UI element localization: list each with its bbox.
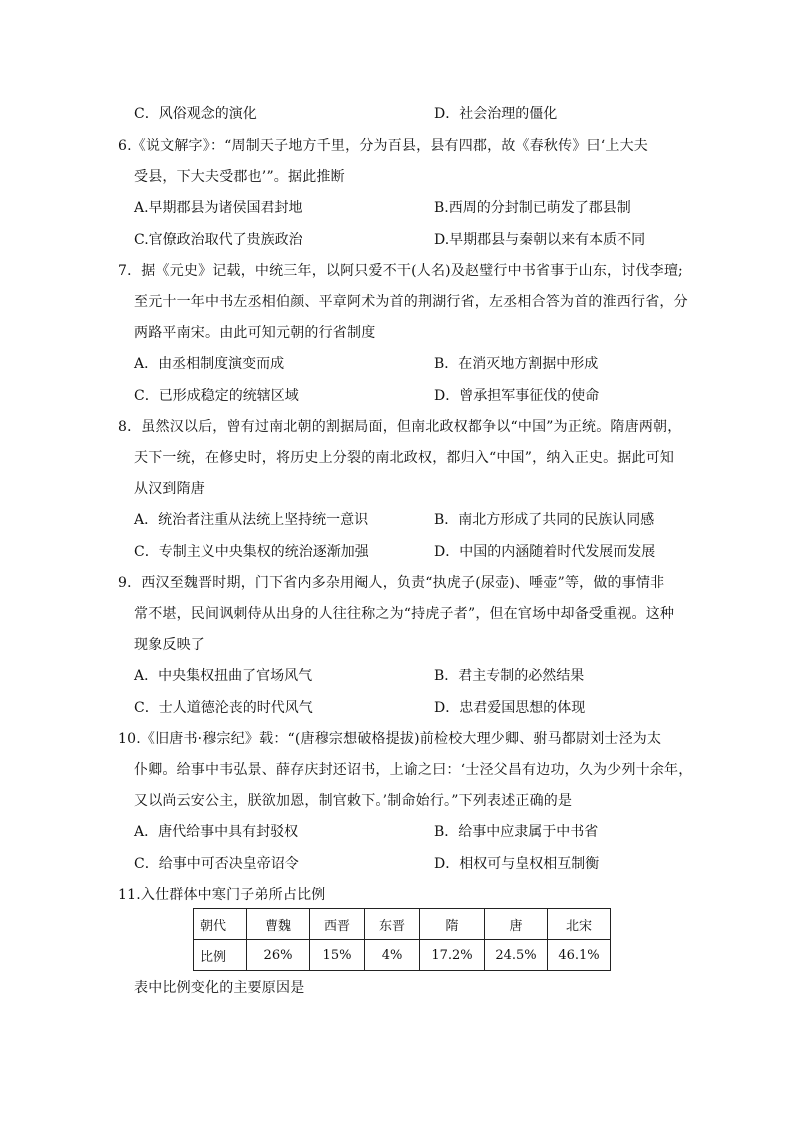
- q8-option-c: C．专制主义中央集权的统治逐渐加强: [134, 544, 369, 560]
- q6-option-a: A.早期郡县为诸侯国君封地: [134, 200, 303, 216]
- q5-option-d: D．社会治理的僵化: [434, 106, 558, 122]
- q9-option-a: A．中央集权扭曲了官场风气: [134, 668, 313, 684]
- q10-option-a: A．唐代给事中具有封驳权: [134, 824, 299, 840]
- q6-option-d: D.早期郡县与秦朝以来有本质不同: [434, 232, 646, 248]
- table-cell-dynasty: 西晋: [310, 909, 365, 940]
- table-header-ratio: 比例: [194, 940, 247, 971]
- q10-stem-line3: 又以尚云安公主，朕欲加恩，制官敕下。’制命始行。”下列表述正确的是: [134, 793, 573, 809]
- table-cell-dynasty: 北宋: [548, 909, 611, 940]
- q8-option-b: B．南北方形成了共同的民族认同感: [434, 512, 655, 528]
- q7-option-c: C．已形成稳定的统辖区域: [134, 388, 299, 404]
- table-cell-ratio: 26%: [247, 940, 310, 971]
- q9-option-b: B．君主专制的必然结果: [434, 668, 585, 684]
- q8-option-a: A．统治者注重从法统上坚持统一意识: [134, 512, 369, 528]
- q10-option-d: D．相权可与皇权相互制衡: [434, 856, 600, 872]
- q6-stem-line2: 受县，下大夫受郡也’”。据此推断: [134, 169, 345, 185]
- table-row-dynasty: [194, 909, 611, 940]
- q10-stem-line1: 10.《旧唐书·穆宗纪》载：“(唐穆宗想破格提拔)前检校大理少卿、驸马都尉刘士泾为太: [118, 731, 662, 747]
- table-cell-ratio: 24.5%: [485, 940, 548, 971]
- q9-stem-line1: 9．西汉至魏晋时期，门下省内多杂用阉人，负责“执虎子(尿壶)、唾壶”等，做的事情非: [118, 575, 665, 591]
- q5-option-c: C．风俗观念的演化: [134, 106, 257, 122]
- ratio-table: [193, 908, 611, 971]
- table-cell-ratio: 46.1%: [548, 940, 611, 971]
- table-cell-ratio: 15%: [310, 940, 365, 971]
- q6-option-c: C.官僚政治取代了贵族政治: [134, 232, 303, 248]
- q9-option-c: C．士人道德沦丧的时代风气: [134, 700, 313, 716]
- q11-stem-line1: 11.入仕群体中寒门子弟所占比例: [118, 887, 326, 903]
- q6-stem-line1: 6.《说文解字》：“周制天子地方千里，分为百县，县有四郡，故《春秋传》曰‘上大夫: [118, 138, 648, 154]
- q7-stem-line2: 至元十一年中书左丞相伯颜、平章阿术为首的荆湖行省，左丞相合答为首的淮西行省，分: [134, 294, 688, 310]
- table-cell-dynasty: 曹魏: [247, 909, 310, 940]
- q9-stem-line2: 常不堪，民间讽刺侍从出身的人往往称之为“持虎子者”，但在官场中却备受重视。这种: [134, 606, 675, 622]
- q9-option-d: D．忠君爱国思想的体现: [434, 700, 586, 716]
- q8-stem-line3: 从汉到隋唐: [134, 481, 205, 497]
- q7-option-b: B．在消灭地方割据中形成: [434, 356, 599, 372]
- q9-stem-line3: 现象反映了: [134, 637, 205, 653]
- q8-stem-line2: 天下一统，在修史时，将历史上分裂的南北政权，都归入“中国”，纳入正史。据此可知: [134, 450, 675, 466]
- table-cell-dynasty: 唐: [485, 909, 548, 940]
- q10-option-b: B．给事中应隶属于中书省: [434, 824, 599, 840]
- table-row-ratio: [194, 940, 611, 971]
- q8-option-d: D．中国的内涵随着时代发展而发展: [434, 544, 656, 560]
- q6-option-b: B.西周的分封制已萌发了郡县制: [434, 200, 631, 216]
- q10-stem-line2: 仆卿。给事中韦弘景、薛存庆封还诏书，上谕之曰：‘士泾父昌有边功，久为少列十余年，: [134, 762, 693, 778]
- q8-stem-line1: 8．虽然汉以后，曾有过南北朝的割据局面，但南北政权都争以“中国”为正统。隋唐两朝，: [118, 419, 682, 435]
- table-header-dynasty: 朝代: [194, 909, 247, 940]
- q7-option-d: D．曾承担军事征伐的使命: [434, 388, 600, 404]
- q7-stem-line3: 两路平南宋。由此可知元朝的行省制度: [134, 325, 376, 341]
- table-cell-dynasty: 隋: [420, 909, 485, 940]
- table-cell-dynasty: 东晋: [365, 909, 420, 940]
- table-cell-ratio: 4%: [365, 940, 420, 971]
- table-cell-ratio: 17.2%: [420, 940, 485, 971]
- q7-stem-line1: 7．据《元史》记载，中统三年，以阿只爱不干(人名)及赵璧行中书省事于山东，讨伐李璮;: [118, 263, 683, 279]
- q11-stem-line2: 表中比例变化的主要原因是: [134, 980, 305, 996]
- q10-option-c: C．给事中可否决皇帝诏令: [134, 856, 299, 872]
- q7-option-a: A．由丞相制度演变而成: [134, 356, 285, 372]
